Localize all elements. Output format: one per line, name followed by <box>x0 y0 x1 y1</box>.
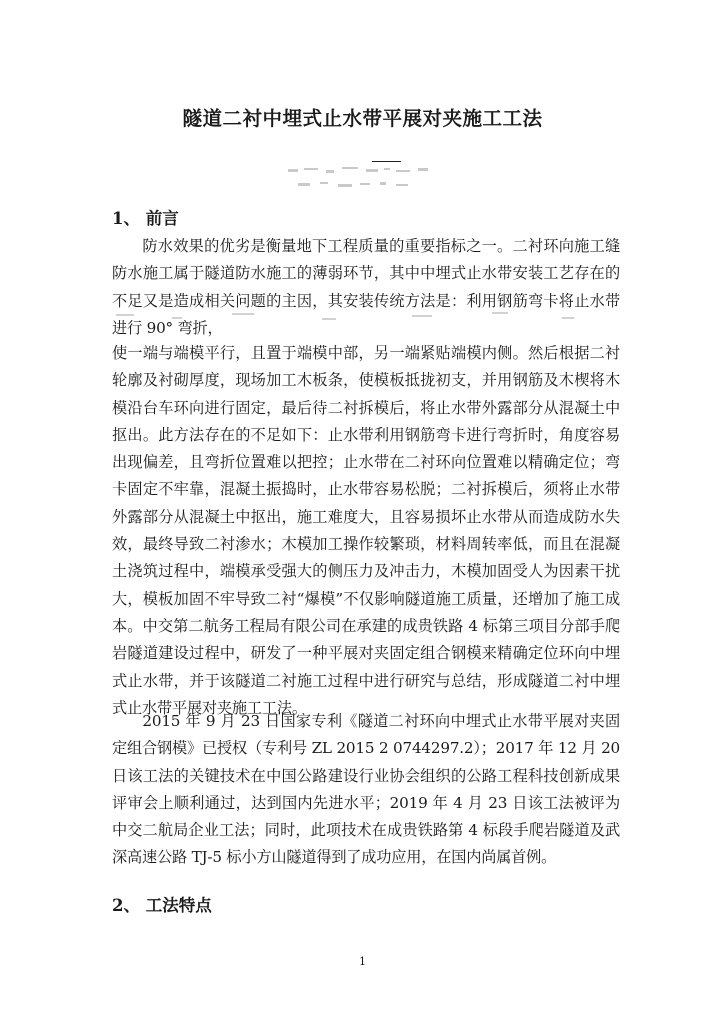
section-heading: 2、 工法特点 <box>112 896 212 915</box>
page-number: 1 <box>359 955 366 968</box>
scan-artifact <box>112 308 612 330</box>
paragraph: 使一端与端模平行，且置于端模中部，另一端紧贴端模内侧。然后根据二衬轮廓及衬砌厚度，现场加工木板条，使模板抵拢初支，并用钢筋及木楔将木模沿台车环向进行固定，最后待二衬拆模后，将止水带外露部分从混凝土中抠出。此方法存在的不足如下：止水带利用钢筋弯卡进行弯折时，角度容易出现偏差，且弯折位置难以把控；止水带在二衬环向位置难以精确定位；弯卡固定不牢靠，混凝土振捣时，止水带容易松脱；二衬拆模后，须将止水带外露部分从混凝土中抠出，施工难度大，且容易损坏止水带从而造成防水失效，最终导致二衬渗水；木模加工操作较繁琐，材料周转率低，而且在混凝土浇筑过程中，端模承受强大的侧压力及冲击力，木模加固受人为因素干扰大，模板加固不牢导致二衬“爆模”不仅影响隧道施工质量，还增加了施工成本。中交第二航务工程局有限公司在承建的成贵铁路 4 标第三项目分部手爬岩隧道建设过程中，研发了一种平展对夹固定组合钢模来精确定位环向中埋式止水带，并于该隧道二衬施工过程中进行研究与总结，形成隧道二衬中埋式止水带平展对夹施工工法。 <box>112 344 620 717</box>
document-title: 隧道二衬中埋式止水带平展对夹施工工法 <box>182 107 543 130</box>
paragraph: 防水效果的优劣是衡量地下工程质量的重要指标之一。二衬环向施工缝防水施工属于隧道防水施工的薄弱环节，其中中埋式止水带安装工艺存在的不足又是造成相关问题的主因，其安装传统方法是：利用钢筋弯卡将止水带进行 90° 弯折， <box>112 237 620 337</box>
author-divider <box>372 161 401 162</box>
section-heading: 1、 前言 <box>112 209 179 228</box>
redacted-author-info <box>268 166 468 196</box>
paragraph: 2015 年 9 月 23 日国家专利《隧道二衬环向中埋式止水带平展对夹固定组合钢模》已授权（专利号 ZL 2015 2 0744297.2）；2017 年 12 月 20 日该工法的关键技术在中国公路建设行业协会组织的公路工程科技创新成果评审会上顺利通过，达到国内先进水平；2019 年 4 月 23 日该工法被评为中交二航局企业工法；同时，此项技术在成贵铁路第 4 标段手爬岩隧道及武深高速公路 TJ-5 标小方山隧道得到了成功应用，在国内尚属首例。 <box>112 712 620 867</box>
